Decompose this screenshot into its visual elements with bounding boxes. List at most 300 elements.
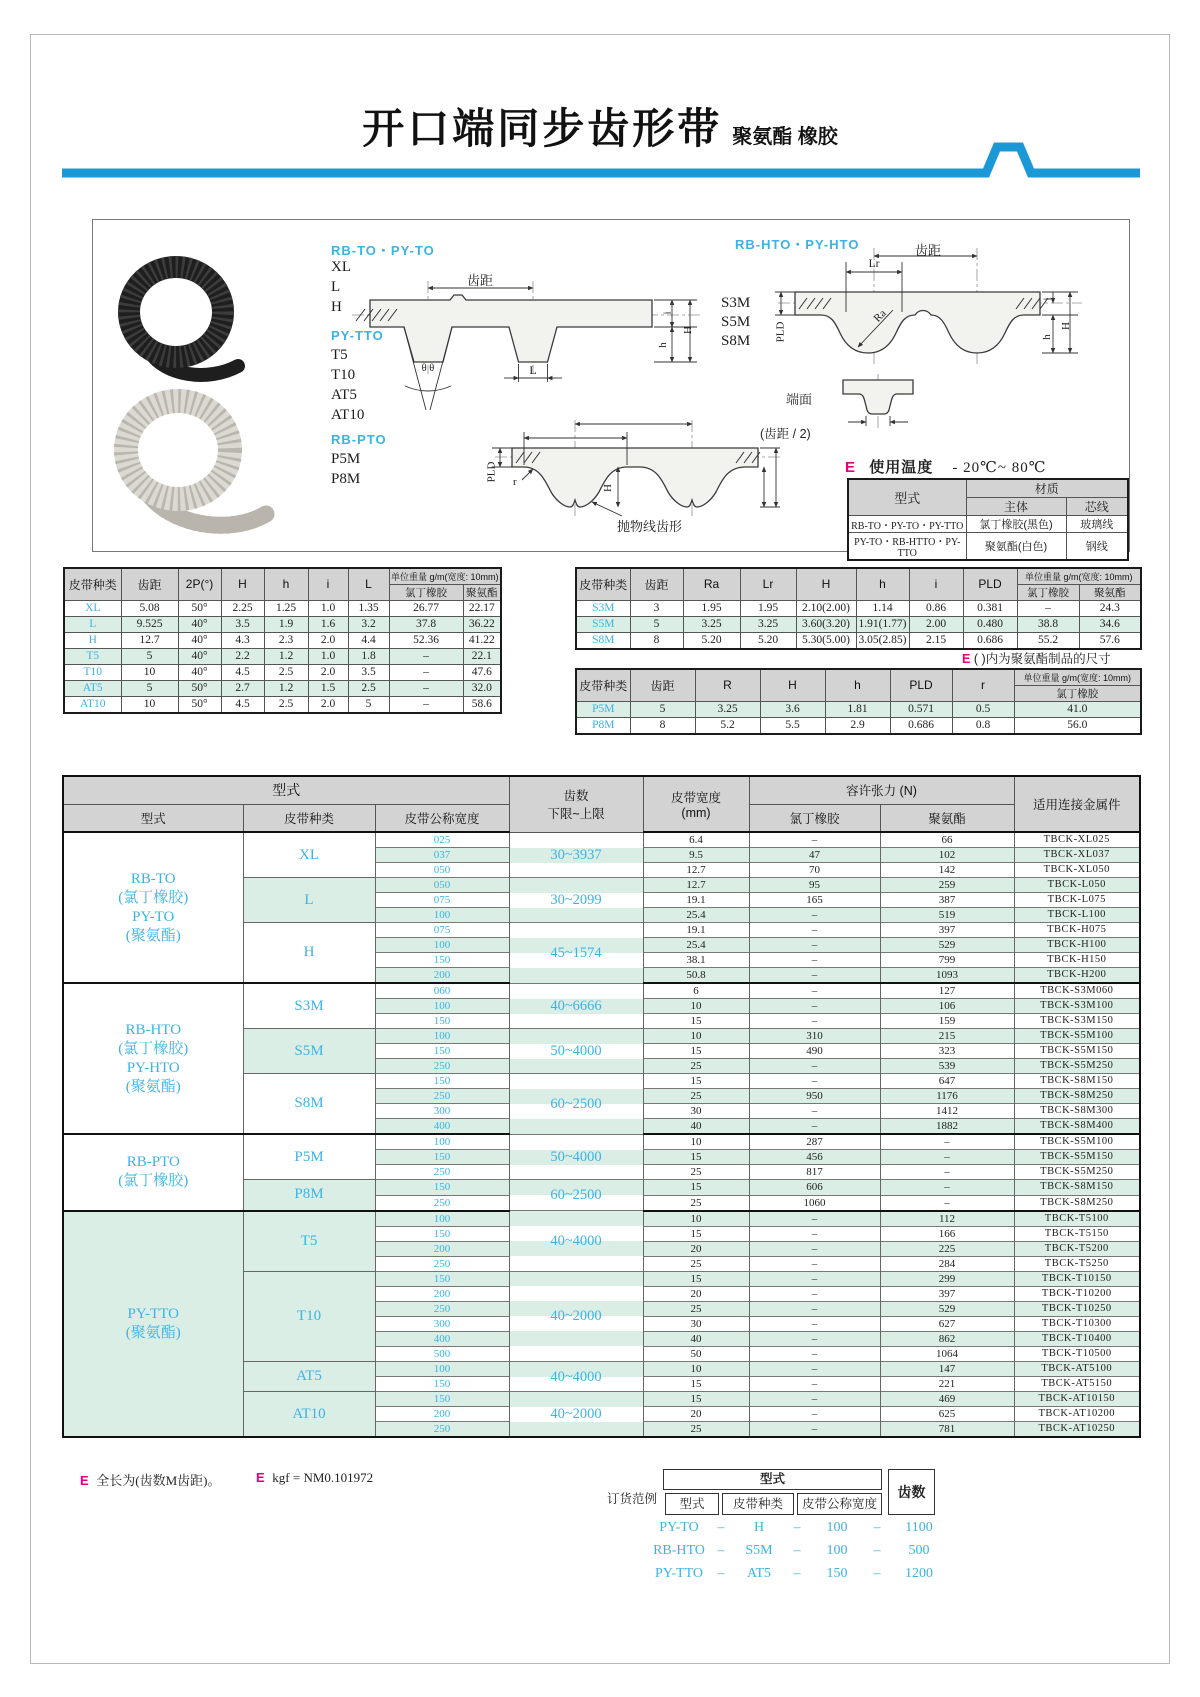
spec-table-left bbox=[63, 567, 502, 714]
spec-col-header: L bbox=[348, 568, 389, 600]
chloroprene-tension-cell: – bbox=[749, 1104, 880, 1119]
belt-width-mm-cell: 15 bbox=[643, 1014, 749, 1029]
table-row bbox=[64, 632, 501, 648]
value-cell: 0.686 bbox=[963, 632, 1017, 649]
polyurethane-tension-cell: 299 bbox=[880, 1271, 1014, 1286]
temperature-value: - 20℃~ 80℃ bbox=[952, 460, 1047, 476]
dim-label-pitch-a: 齿距 bbox=[466, 273, 494, 288]
model-type-line: (氯丁橡胶) bbox=[118, 1040, 189, 1057]
polyurethane-tension-cell: 529 bbox=[880, 938, 1014, 953]
belt-code: AT5 bbox=[331, 387, 357, 403]
value-cell: 26.77 bbox=[389, 600, 463, 616]
value-cell: 3.25 bbox=[695, 701, 760, 717]
weight-col-header: 氯丁橡胶 bbox=[1017, 584, 1079, 600]
belt-width-header bbox=[643, 776, 749, 832]
table-row bbox=[64, 680, 501, 696]
table-row bbox=[576, 717, 1141, 734]
order-example-label: 订货范例 bbox=[607, 1492, 658, 1506]
teeth-range-cell bbox=[509, 1301, 643, 1324]
spec-col-header: 齿距 bbox=[630, 568, 683, 600]
order-value: AT5 bbox=[746, 1566, 772, 1581]
metal-fitting-code-cell: TBCK-S8M400 bbox=[1014, 1119, 1140, 1135]
main-table-row bbox=[63, 1134, 1140, 1150]
teeth-range-cell bbox=[509, 983, 643, 999]
value-cell: 2.10(2.00) bbox=[796, 600, 856, 616]
polyurethane-tension-cell: 1093 bbox=[880, 968, 1014, 984]
value-cell: 1.0 bbox=[308, 600, 348, 616]
belt-width-code-cell: 200 bbox=[375, 1407, 509, 1422]
material-header: 材质 bbox=[966, 479, 1128, 498]
metal-fitting-code-cell: TBCK-AT10150 bbox=[1014, 1392, 1140, 1407]
polyurethane-tension-cell: 397 bbox=[880, 1286, 1014, 1301]
header-row bbox=[848, 479, 1128, 498]
table-row bbox=[64, 696, 501, 713]
belt-width-mm-cell: 15 bbox=[643, 1074, 749, 1089]
belt-width-mm-cell: 30 bbox=[643, 1104, 749, 1119]
footnote-text: ( )内为聚氨酯制品的尺寸 bbox=[973, 652, 1111, 666]
value-cell: 8 bbox=[630, 632, 683, 649]
order-value: 1100 bbox=[905, 1520, 933, 1535]
profile-group-header-tto: PY-TTO bbox=[331, 328, 384, 343]
value-cell: – bbox=[1017, 600, 1079, 616]
belt-width-code-cell: 150 bbox=[375, 1044, 509, 1059]
weight-col-header: 聚氨酯 bbox=[463, 584, 501, 600]
value-cell: 2.7 bbox=[221, 680, 264, 696]
value-cell: 5 bbox=[348, 696, 389, 713]
chloroprene-tension-cell: – bbox=[749, 953, 880, 968]
value-cell: 22.17 bbox=[463, 600, 501, 616]
belt-width-mm-cell: 25 bbox=[643, 1059, 749, 1074]
polyurethane-tension-cell: 1064 bbox=[880, 1346, 1014, 1361]
chloroprene-tension-cell: 310 bbox=[749, 1029, 880, 1044]
metal-fitting-code-cell: TBCK-T10150 bbox=[1014, 1271, 1140, 1286]
profile-group-items-to bbox=[331, 257, 351, 317]
chloroprene-tension-cell: – bbox=[749, 968, 880, 984]
belt-code: L bbox=[331, 279, 341, 295]
note-marker: E bbox=[80, 1473, 89, 1488]
main-head bbox=[63, 776, 1140, 832]
tension-header: 容许张力 (N) bbox=[749, 776, 1014, 804]
parabola-tooth-label: 抛物线齿形 bbox=[617, 519, 683, 534]
value-cell: 5 bbox=[121, 680, 178, 696]
main-body bbox=[63, 832, 1140, 1437]
teeth-range-cell bbox=[509, 863, 643, 878]
spec-body bbox=[576, 701, 1141, 734]
teeth-range-cell bbox=[509, 878, 643, 893]
dim-label-i-a: i bbox=[661, 311, 674, 315]
order-value: 500 bbox=[908, 1543, 930, 1558]
white-belt-photo bbox=[126, 401, 266, 525]
value-cell: – bbox=[389, 696, 463, 713]
dim-label-H-b: H bbox=[1059, 322, 1072, 330]
belt-width-code-cell: 150 bbox=[375, 1014, 509, 1029]
belt-width-code-cell: 250 bbox=[375, 1301, 509, 1316]
teeth-range-cell bbox=[509, 908, 643, 923]
metal-fitting-code-cell: TBCK-S8M250 bbox=[1014, 1195, 1140, 1211]
belt-width-mm-cell: 40 bbox=[643, 1119, 749, 1135]
header-row bbox=[64, 568, 501, 584]
model-types-cell: RB-TO・PY-TO・PY-TTO bbox=[848, 516, 966, 533]
belt-width-code-cell: 060 bbox=[375, 983, 509, 999]
spec-col-header: i bbox=[308, 568, 348, 600]
table-row bbox=[576, 600, 1141, 616]
metal-fitting-code-cell: TBCK-L100 bbox=[1014, 908, 1140, 923]
polyurethane-tension-cell: 225 bbox=[880, 1241, 1014, 1256]
polyurethane-tension-cell: 397 bbox=[880, 923, 1014, 938]
chloroprene-tension-cell: – bbox=[749, 938, 880, 953]
belt-width-code-cell: 250 bbox=[375, 1195, 509, 1211]
metal-fitting-code-cell: TBCK-XL025 bbox=[1014, 832, 1140, 848]
belt-code: P5M bbox=[331, 451, 361, 467]
belt-width-code-cell: 100 bbox=[375, 938, 509, 953]
polyurethane-tension-cell: 159 bbox=[880, 1014, 1014, 1029]
main-table-row bbox=[63, 1211, 1140, 1227]
value-cell: 2.0 bbox=[308, 696, 348, 713]
chloroprene-tension-cell: – bbox=[749, 999, 880, 1014]
value-cell: 3.5 bbox=[221, 616, 264, 632]
chloroprene-tension-cell: 287 bbox=[749, 1134, 880, 1150]
table-row bbox=[64, 648, 501, 664]
table-row bbox=[64, 616, 501, 632]
polyurethane-tension-cell: – bbox=[880, 1165, 1014, 1180]
chloroprene-tension-cell: – bbox=[749, 1014, 880, 1029]
value-cell: 5.5 bbox=[760, 717, 825, 734]
belt-width-mm-cell: 15 bbox=[643, 1271, 749, 1286]
belt-code: P8M bbox=[331, 471, 361, 487]
belt-width-mm-cell: 25 bbox=[643, 1165, 749, 1180]
profile-group-header-pto: RB-PTO bbox=[331, 432, 387, 447]
belt-type-cell: S3M bbox=[576, 600, 630, 616]
teeth-range-cell bbox=[509, 1089, 643, 1112]
belt-width-mm-cell: 20 bbox=[643, 1407, 749, 1422]
value-cell: 3.5 bbox=[348, 664, 389, 680]
belt-type-cell: AT5 bbox=[64, 680, 121, 696]
value-cell: 2.9 bbox=[825, 717, 890, 734]
teeth-range-cell bbox=[509, 1180, 643, 1203]
order-box-teeth: 齿数 bbox=[888, 1469, 935, 1515]
value-cell: 1.0 bbox=[308, 648, 348, 664]
polyurethane-tension-cell: 625 bbox=[880, 1407, 1014, 1422]
value-cell: 3.6 bbox=[760, 701, 825, 717]
belt-width-code-cell: 150 bbox=[375, 1180, 509, 1196]
spec-head bbox=[64, 568, 501, 600]
spec-body bbox=[64, 600, 501, 713]
model-type-line: RB-HTO bbox=[125, 1021, 182, 1038]
spec-body bbox=[576, 600, 1141, 649]
material-table bbox=[847, 478, 1129, 561]
metal-fitting-code-cell: TBCK-AT10250 bbox=[1014, 1422, 1140, 1438]
belt-width-mm-cell: 20 bbox=[643, 1286, 749, 1301]
belt-width-mm-cell: 10 bbox=[643, 1029, 749, 1044]
teeth-range-value: 45~1574 bbox=[550, 944, 602, 961]
chloroprene-tension-cell: – bbox=[749, 1226, 880, 1241]
spec-table-p bbox=[575, 668, 1142, 735]
metal-fitting-code-cell: TBCK-S5M250 bbox=[1014, 1059, 1140, 1074]
weight-col-header: 氯丁橡胶 bbox=[1014, 685, 1141, 701]
teeth-range-cell bbox=[509, 968, 643, 984]
belt-width-mm-cell: 10 bbox=[643, 1211, 749, 1227]
footnote-text: kgf = NM0.101972 bbox=[272, 1470, 374, 1485]
polyurethane-tension-cell: – bbox=[880, 1195, 1014, 1211]
belt-profile-trapezoid bbox=[370, 295, 652, 362]
value-cell: 50° bbox=[178, 696, 221, 713]
value-cell: 5.30(5.00) bbox=[796, 632, 856, 649]
chloroprene-tension-cell: – bbox=[749, 1241, 880, 1256]
teeth-range-value: 40~4000 bbox=[550, 1233, 602, 1249]
metal-fitting-code-cell: TBCK-T10300 bbox=[1014, 1316, 1140, 1331]
belt-width-mm-cell: 10 bbox=[643, 999, 749, 1014]
value-cell: 40° bbox=[178, 664, 221, 680]
value-cell: 50° bbox=[178, 600, 221, 616]
belt-width-mm-cell: 40 bbox=[643, 1331, 749, 1346]
belt-width-code-cell: 150 bbox=[375, 1074, 509, 1089]
value-cell: 0.8 bbox=[952, 717, 1014, 734]
belt-type-cell: H bbox=[64, 632, 121, 648]
polyurethane-header: 聚氨酯 bbox=[880, 804, 1014, 832]
order-example-row bbox=[648, 1520, 950, 1536]
order-value: PY-TO bbox=[659, 1520, 699, 1535]
teeth-range-cell bbox=[509, 832, 643, 848]
value-cell: 3.25 bbox=[683, 616, 740, 632]
model-type-cell bbox=[63, 1134, 243, 1211]
chloroprene-tension-cell: – bbox=[749, 1377, 880, 1392]
teeth-range-cell bbox=[509, 1165, 643, 1180]
model-type-line: PY-TO bbox=[132, 908, 175, 925]
unit-weight-header: 单位重量 g/m(宽度: 10mm) bbox=[1014, 669, 1141, 685]
spec-col-header: h bbox=[856, 568, 909, 600]
teeth-range-value: 50~4000 bbox=[550, 1148, 602, 1165]
spec-col-header: H bbox=[221, 568, 264, 600]
chloroprene-tension-cell: – bbox=[749, 832, 880, 848]
type-group-header: 型式 bbox=[63, 776, 509, 804]
belt-width-code-cell: 200 bbox=[375, 1241, 509, 1256]
teeth-range-cell bbox=[509, 1029, 643, 1044]
value-cell: 2.0 bbox=[308, 664, 348, 680]
teeth-range-cell bbox=[509, 1361, 643, 1385]
belt-width-mm-cell: 9.5 bbox=[643, 848, 749, 863]
belt-width-mm-cell: 6.4 bbox=[643, 832, 749, 848]
value-cell: 40° bbox=[178, 616, 221, 632]
core-header: 芯线 bbox=[1066, 498, 1128, 516]
belt-code: XL bbox=[331, 259, 351, 275]
belt-kind-cell: P8M bbox=[243, 1180, 375, 1211]
value-cell: 34.6 bbox=[1079, 616, 1141, 632]
dim-label-Ra: Ra bbox=[871, 307, 889, 325]
order-value: H bbox=[753, 1520, 765, 1535]
polyurethane-tension-cell: 147 bbox=[880, 1361, 1014, 1377]
belt-width-code-cell: 150 bbox=[375, 953, 509, 968]
polyurethane-tension-cell: 1412 bbox=[880, 1104, 1014, 1119]
value-cell: 4.5 bbox=[221, 664, 264, 680]
belt-code: AT10 bbox=[331, 407, 365, 423]
belt-width-label: 皮带宽度 bbox=[670, 791, 721, 805]
chloroprene-header: 氯丁橡胶 bbox=[749, 804, 880, 832]
belt-width-mm-cell: 15 bbox=[643, 1392, 749, 1407]
spec-col-header: 皮带种类 bbox=[576, 568, 630, 600]
teeth-range-value: 40~2000 bbox=[550, 1405, 602, 1422]
note-marker: E bbox=[962, 652, 971, 666]
belt-code: S5M bbox=[721, 314, 751, 330]
belt-width-code-cell: 050 bbox=[375, 878, 509, 893]
polyurethane-tension-cell: – bbox=[880, 1134, 1014, 1150]
chloroprene-tension-cell: 950 bbox=[749, 1089, 880, 1104]
polyurethane-tension-cell: 102 bbox=[880, 848, 1014, 863]
value-cell: 4.5 bbox=[221, 696, 264, 713]
polyurethane-tension-cell: 259 bbox=[880, 878, 1014, 893]
belt-type-cell: T10 bbox=[64, 664, 121, 680]
metal-fitting-code-cell: TBCK-H150 bbox=[1014, 953, 1140, 968]
order-value: 100 bbox=[826, 1543, 848, 1558]
value-cell: 2.5 bbox=[264, 696, 308, 713]
chloroprene-tension-cell: 456 bbox=[749, 1150, 880, 1165]
value-cell: 0.571 bbox=[890, 701, 952, 717]
value-cell: 2.25 bbox=[221, 600, 264, 616]
belt-width-mm-cell: 25 bbox=[643, 1195, 749, 1211]
polyurethane-tension-cell: 862 bbox=[880, 1331, 1014, 1346]
metal-fitting-code-cell: TBCK-H075 bbox=[1014, 923, 1140, 938]
dim-label-PLD-c: PLD bbox=[485, 461, 498, 483]
value-cell: 1.25 bbox=[264, 600, 308, 616]
value-cell: 47.6 bbox=[463, 664, 501, 680]
dim-label-H-a: H bbox=[681, 326, 694, 334]
dim-label-h-a: h bbox=[656, 342, 669, 348]
polyurethane-tension-cell: 469 bbox=[880, 1392, 1014, 1407]
belt-kind-cell: XL bbox=[243, 832, 375, 878]
metal-fitting-code-cell: TBCK-T5150 bbox=[1014, 1226, 1140, 1241]
value-cell: 1.35 bbox=[348, 600, 389, 616]
teeth-range-cell bbox=[509, 1211, 643, 1227]
belt-type-cell: S8M bbox=[576, 632, 630, 649]
order-value: 150 bbox=[826, 1566, 848, 1581]
value-cell: 1.8 bbox=[348, 648, 389, 664]
value-cell: 3 bbox=[630, 600, 683, 616]
metal-fitting-code-cell: TBCK-T5250 bbox=[1014, 1256, 1140, 1271]
belt-width-mm-cell: 19.1 bbox=[643, 923, 749, 938]
belt-width-mm-cell: 20 bbox=[643, 1241, 749, 1256]
value-cell: 3.05(2.85) bbox=[856, 632, 909, 649]
belt-width-mm-cell: 15 bbox=[643, 1180, 749, 1196]
belt-width-mm-cell: 25 bbox=[643, 1256, 749, 1271]
unit-weight-header: 单位重量 g/m(宽度: 10mm) bbox=[389, 568, 501, 584]
value-cell: 56.0 bbox=[1014, 717, 1141, 734]
model-type-cell bbox=[63, 983, 243, 1134]
metal-fitting-code-cell: TBCK-S5M150 bbox=[1014, 1044, 1140, 1059]
value-cell: 5.08 bbox=[121, 600, 178, 616]
teeth-range-cell bbox=[509, 1226, 643, 1249]
belt-code: T5 bbox=[331, 347, 348, 363]
order-value: RB-HTO bbox=[653, 1543, 705, 1558]
belt-width-code-cell: 150 bbox=[375, 1271, 509, 1286]
metal-fitting-code-cell: TBCK-S5M100 bbox=[1014, 1029, 1140, 1044]
value-cell: 36.22 bbox=[463, 616, 501, 632]
spec-col-header: h bbox=[825, 669, 890, 701]
teeth-range-value: 30~2099 bbox=[550, 891, 602, 908]
teeth-range-cell bbox=[509, 1331, 643, 1346]
teeth-range-cell bbox=[509, 1271, 643, 1286]
belt-width-mm-cell: 15 bbox=[643, 1044, 749, 1059]
profile-group-items-hto bbox=[721, 294, 750, 351]
note-marker: E bbox=[256, 1470, 265, 1485]
chloroprene-tension-cell: – bbox=[749, 1392, 880, 1407]
belt-kind-cell: H bbox=[243, 923, 375, 984]
value-cell: 2.0 bbox=[308, 632, 348, 648]
value-cell: 24.3 bbox=[1079, 600, 1141, 616]
teeth-range-cell bbox=[509, 1059, 643, 1074]
page-title: 开口端同步齿形带 bbox=[362, 105, 723, 152]
value-cell: 3.25 bbox=[740, 616, 796, 632]
dim-label-r-c: r bbox=[513, 476, 517, 488]
teeth-range-value: 40~2000 bbox=[550, 1308, 602, 1324]
polyurethane-tension-cell: 627 bbox=[880, 1316, 1014, 1331]
temperature-label: 使用温度 bbox=[869, 459, 934, 476]
metal-fitting-code-cell: TBCK-S8M150 bbox=[1014, 1074, 1140, 1089]
order-box-type: 型式 bbox=[663, 1469, 882, 1490]
material-head bbox=[848, 479, 1128, 516]
weight-col-header: 聚氨酯 bbox=[1079, 584, 1141, 600]
chloroprene-tension-cell: – bbox=[749, 1316, 880, 1331]
order-dash: – bbox=[873, 1566, 881, 1581]
chloroprene-tension-cell: – bbox=[749, 1361, 880, 1377]
value-cell: – bbox=[389, 680, 463, 696]
belt-width-mm-cell: 15 bbox=[643, 1226, 749, 1241]
belt-width-code-cell: 400 bbox=[375, 1119, 509, 1135]
chloroprene-tension-cell: 95 bbox=[749, 878, 880, 893]
profile-group-header-hto: RB-HTO・PY-HTO bbox=[735, 237, 860, 252]
chloroprene-tension-cell: – bbox=[749, 983, 880, 999]
value-cell: 5 bbox=[121, 648, 178, 664]
belt-width-mm-cell: 15 bbox=[643, 1377, 749, 1392]
teeth-range-value: 50~4000 bbox=[550, 1042, 602, 1059]
note-marker: E bbox=[845, 459, 857, 476]
chloroprene-tension-cell: – bbox=[749, 1422, 880, 1438]
teeth-label: 齿数 bbox=[563, 789, 589, 804]
spec-col-header: h bbox=[264, 568, 308, 600]
metal-fitting-code-cell: TBCK-T10200 bbox=[1014, 1286, 1140, 1301]
belt-width-code-cell: 200 bbox=[375, 968, 509, 984]
belt-width-mm-cell: 25 bbox=[643, 1422, 749, 1438]
value-cell: 2.00 bbox=[909, 616, 963, 632]
value-cell: 5.2 bbox=[695, 717, 760, 734]
value-cell: 58.6 bbox=[463, 696, 501, 713]
value-cell: 2.3 bbox=[264, 632, 308, 648]
belt-width-mm-cell: 10 bbox=[643, 1361, 749, 1377]
metal-fitting-code-cell: TBCK-AT5150 bbox=[1014, 1377, 1140, 1392]
polyurethane-tension-cell: 221 bbox=[880, 1377, 1014, 1392]
value-cell: 5.20 bbox=[740, 632, 796, 649]
teeth-range-cell bbox=[509, 1256, 643, 1271]
polyurethane-tension-cell: 66 bbox=[880, 832, 1014, 848]
belt-width-mm-cell: 25 bbox=[643, 1301, 749, 1316]
value-cell: 40° bbox=[178, 632, 221, 648]
belt-kind-cell: S3M bbox=[243, 983, 375, 1029]
dim-label-pitch-b: 齿距 bbox=[914, 243, 942, 258]
metal-fitting-code-cell: TBCK-S8M250 bbox=[1014, 1089, 1140, 1104]
model-type-line: (聚氨酯) bbox=[125, 1324, 181, 1341]
belt-width-code-cell: 100 bbox=[375, 1134, 509, 1150]
dim-label-L: L bbox=[529, 363, 537, 377]
belt-type-cell: T5 bbox=[64, 648, 121, 664]
polyurethane-tension-cell: 112 bbox=[880, 1211, 1014, 1227]
value-cell: 55.2 bbox=[1017, 632, 1079, 649]
metal-fitting-code-cell: TBCK-S3M060 bbox=[1014, 983, 1140, 999]
teeth-range-label: 下限~上限 bbox=[547, 807, 605, 822]
value-cell: 1.95 bbox=[683, 600, 740, 616]
belt-width-name-header: 皮带公称宽度 bbox=[375, 804, 509, 832]
value-cell: 5.20 bbox=[683, 632, 740, 649]
value-cell: 41.0 bbox=[1014, 701, 1141, 717]
value-cell: 38.8 bbox=[1017, 616, 1079, 632]
order-value: PY-TTO bbox=[655, 1566, 703, 1581]
